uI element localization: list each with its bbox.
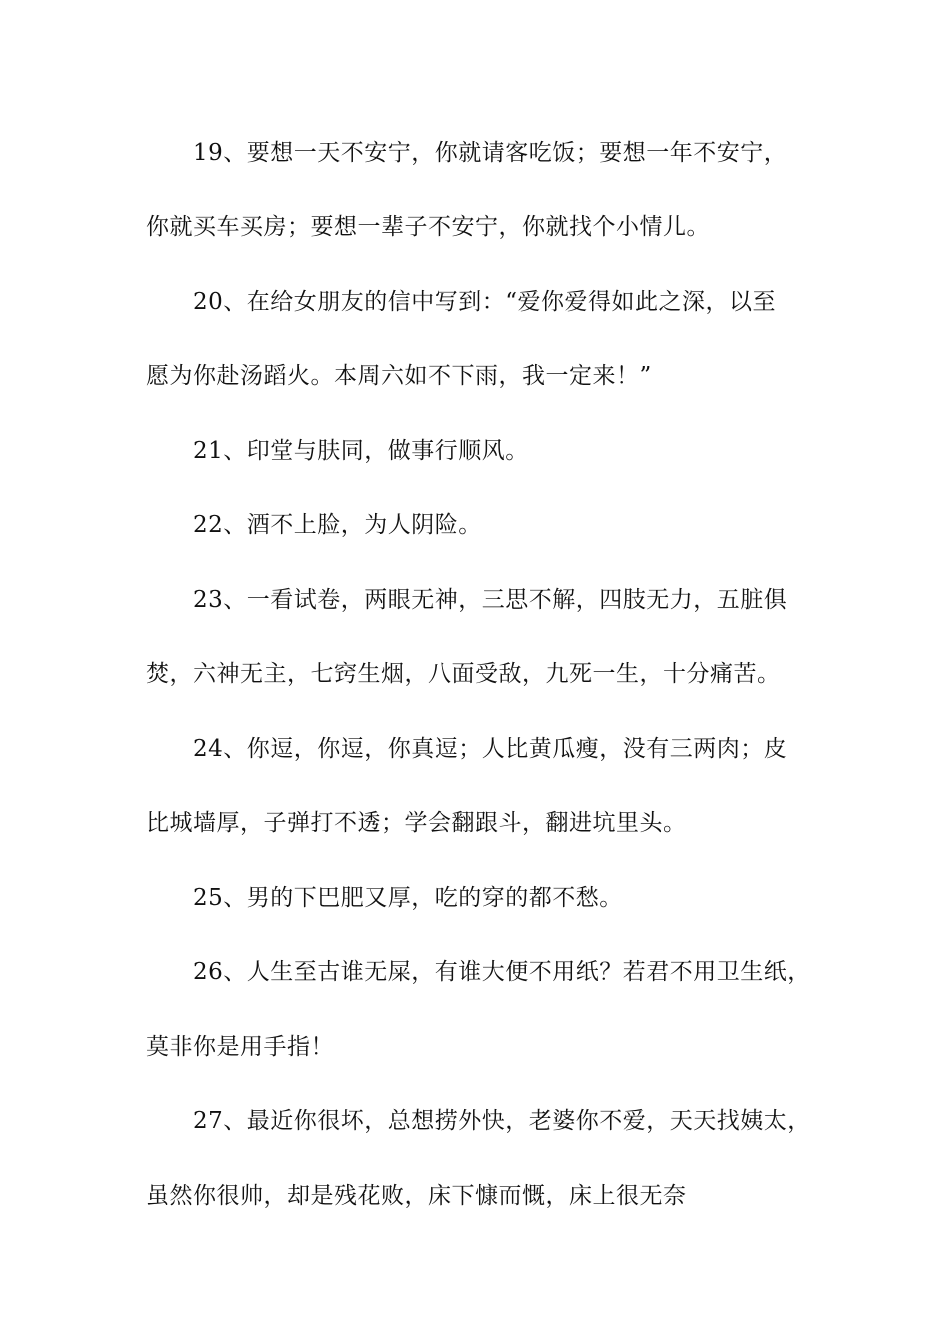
paragraph-24-line-2: 比城墙厚，子弹打不透；学会翻跟斗，翻进坑里头。: [146, 810, 687, 836]
paragraph-24-line-1: 24、你逗，你逗，你真逗；人比黄瓜瘦，没有三两肉；皮: [193, 736, 788, 762]
paragraph-20-line-2: 愿为你赴汤蹈火。本周六如不下雨，我一定来！”: [146, 363, 652, 389]
paragraph-23-line-1: 23、一看试卷，两眼无神，三思不解，四肢无力，五脏俱: [193, 587, 788, 613]
paragraph-27-line-2: 虽然你很帅，却是残花败，床下慷而慨，床上很无奈: [146, 1183, 687, 1209]
paragraph-25: 25、男的下巴肥又厚，吃的穿的都不愁。: [193, 885, 623, 911]
paragraph-20-line-1: 20、在给女朋友的信中写到：“爱你爱得如此之深，以至: [193, 289, 777, 315]
paragraph-27-line-1: 27、最近你很坏，总想捞外快，老婆你不爱，天天找姨太，: [193, 1108, 811, 1134]
paragraph-26-line-2: 莫非你是用手指！: [146, 1034, 334, 1060]
paragraph-26-line-1: 26、人生至古谁无屎，有谁大便不用纸？若君不用卫生纸，: [193, 959, 811, 985]
paragraph-22: 22、酒不上脸，为人阴险。: [193, 512, 482, 538]
paragraph-21: 21、印堂与肤同，做事行顺风。: [193, 438, 529, 464]
paragraph-19-line-2: 你就买车买房；要想一辈子不安宁，你就找个小情儿。: [146, 214, 710, 240]
paragraph-23-line-2: 焚，六神无主，七窍生烟，八面受敌，九死一生，十分痛苦。: [146, 661, 781, 687]
paragraph-19-line-1: 19、要想一天不安宁，你就请客吃饭；要想一年不安宁，: [193, 140, 788, 166]
